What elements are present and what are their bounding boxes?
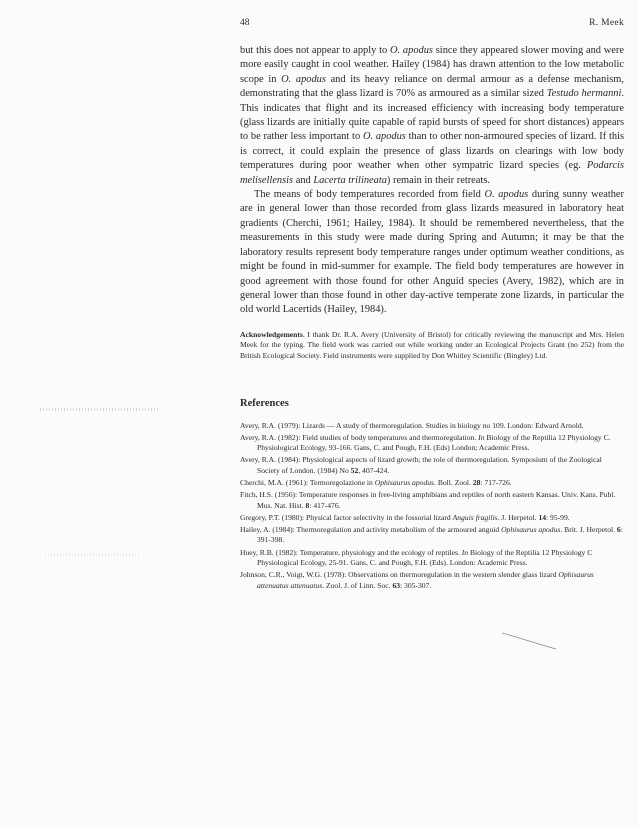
text-run: Johnson, C.R., Voigt, W.G. (1978): Observations on thermoregulation in the western slender glass lizard — [240, 570, 559, 580]
text-run: . Boll. Zool. — [434, 477, 473, 487]
text-run: than to other non-armoured species of lizard. If this is correct, it could explain the presence of glass lizards on clearings with low body temperatures during poor weather when other sympatric lizard species (eg. — [240, 131, 624, 172]
text-run: Avery, R.A. (1979): Lizards — A study of thermoregulation. Studies in biology no 109. London: Edward Arnold. — [240, 420, 584, 430]
body-paragraph — [240, 44, 624, 188]
running-author: R. Meek — [589, 18, 624, 28]
reference-entry — [240, 455, 624, 476]
acknowledgements — [240, 330, 624, 362]
reference-entry — [240, 513, 624, 524]
italic-text: Ophisaurus apodus — [374, 477, 435, 487]
text-run: Avery, R.A. (1982): Field studies of body temperatures and thermoregulation. — [240, 432, 479, 442]
reference-list — [240, 421, 624, 592]
italic-text: Ophisaurus apodus — [501, 524, 561, 534]
text-run: Biology of the Reptilia 12 Physiology C. Physiological Ecology, 93-166. Gans, C. and Pough, F.H. (Eds) London; Academic Press. — [257, 432, 611, 453]
reference-entry — [240, 525, 624, 546]
bold-text: 6 — [616, 524, 621, 534]
reference-entry — [240, 478, 624, 489]
bold-text: 28 — [472, 477, 481, 487]
italic-text: Lacerta trilineata — [313, 174, 387, 186]
reference-entry — [240, 490, 624, 511]
page-number: 48 — [240, 18, 250, 28]
text-run: : 95-99. — [546, 512, 570, 522]
italic-text: O. apodus — [281, 73, 326, 85]
text-run: during sunny weather are in general lower than those recorded from glass lizards measured in laboratory heat gradients (Cherchi, 1961; Hailey, 1984). It should be remembered nevertheless, that the measurements in this study were made during Spring and Autumn; it may be that the laboratory results represent body temperature ranges under optimum weather conditions, as might be found in mid-summer for example. The field body temperatures are however in good agreement with those found for other Anguid species (Avery, 1982), which are in general lower than those found in other day-active temperate zone lizards, in particular the old world Lacertids (Hailey, 1984). — [240, 189, 624, 316]
body-paragraph — [240, 188, 624, 318]
text-run: ) remain in their retreats. — [386, 174, 490, 186]
text-run: Cherchi, M.A. (1961): Termoregolazione in — [240, 477, 375, 487]
bold-text: 63 — [392, 580, 401, 590]
text-run: Fitch, H.S. (1956): Temperature responses in free-living amphibians and reptiles of north eastern Kansas. Univ. Kans. Publ. Mus. Nat. Hist. — [240, 490, 616, 510]
text-run: : 305-307. — [400, 580, 432, 590]
references-heading: References — [240, 397, 289, 409]
text-run: The means of body temperatures recorded from field — [254, 189, 485, 201]
italic-text: In — [461, 547, 469, 557]
text-run: : 717-726. — [480, 477, 512, 487]
pencil-mark — [500, 630, 560, 652]
text-run: Gregory, P.T. (1980): Physical factor selectivity in the fossorial lizard — [240, 512, 453, 522]
italic-text: O. apodus — [362, 131, 406, 143]
acknowledgements-text: . I thank Dr. R.A. Avery (University of Bristol) for critically reviewing the manuscript and Mrs. Helen Meek for the typing. The field work was carried out while working under an Ecological Projects Grant (no 252) from the British Ecological Society. Field instruments were supplied by Don Whitley Scientific (Bingley) Ltd. — [240, 329, 624, 360]
italic-text: Testudo hermanni — [546, 88, 622, 100]
acknowledgements-heading: Acknowledgements — [240, 329, 303, 339]
reference-entry — [240, 548, 624, 569]
text-run: but this does not appear to apply to — [240, 45, 391, 56]
text-run: and — [293, 174, 314, 186]
text-run: . This indicates that flight and its increased efficiency with increasing body temperature (glass lizards are initially quite capable of rapid bursts of speed for short distances) appears to be rather less important to — [240, 88, 624, 143]
text-run: since they appeared slower moving and were more easily caught in cool weather. Hailey (1984) has drawn attention to the low metabolic scope in — [240, 45, 624, 85]
reference-entry — [240, 433, 624, 454]
text-run: Biology of the Reptilia 12 Physiology C Physiological Ecology, 25-91. Gans, C. and Pough, F.H. (Eds). London: Academic Press. — [257, 547, 593, 568]
text-run: : 417-476. — [309, 500, 341, 510]
text-run: Avery, R.A. (1984): Physiological aspects of lizard growth; the role of thermoregulation. Symposium of the Zoological Society of London. (1984) No — [240, 455, 602, 475]
bold-text: 8 — [305, 500, 310, 510]
body-text — [240, 44, 624, 318]
text-run: . J. Herpetol. — [497, 512, 539, 522]
bold-text: 52 — [350, 465, 359, 475]
italic-text: O. apodus — [484, 189, 529, 201]
text-run: , 407-424. — [358, 465, 390, 475]
italic-text: In — [478, 432, 485, 442]
text-run: Hailey, A. (1984): Thermoregulation and activity metabolism of the armoured anguid — [240, 524, 502, 534]
scan-artifact — [45, 553, 140, 556]
italic-text: O. apodus — [390, 45, 433, 56]
reference-entry — [240, 421, 624, 432]
scan-artifact — [40, 408, 160, 411]
text-run: . Brit. J. Herpetol. — [560, 524, 617, 534]
text-run: Huey, R.B. (1982): Temperature, physiology and the ecology of reptiles. — [240, 547, 462, 557]
main-column — [240, 44, 624, 593]
text-run: and its heavy reliance on dermal armour as a defense mechanism, demonstrating that the glass lizard is 70% as armoured as a similar sized — [240, 73, 624, 100]
italic-text: Ophisaurus attenuatus attenuatus — [257, 570, 594, 590]
text-run: . Zool. J. of Linn. Soc. — [322, 580, 393, 590]
bold-text: 14 — [538, 512, 547, 522]
italic-text: Podarcis melisellensis — [240, 160, 624, 186]
reference-entry — [240, 570, 624, 591]
italic-text: Anguis fragilis — [452, 512, 498, 522]
text-run: : 391-398. — [257, 524, 623, 545]
